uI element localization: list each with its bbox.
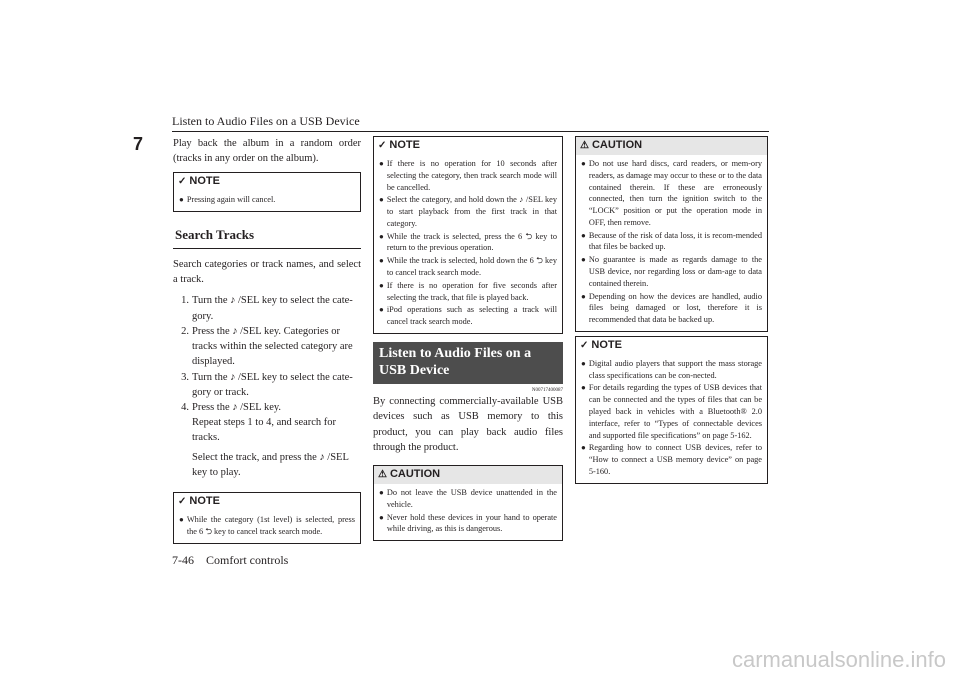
step-select: Select the track, and press the ♪ /SEL key to play.: [192, 451, 349, 478]
list-item: ● While the track is selected, press the 6 ⮌ key to return to the previous operation.: [379, 231, 557, 253]
list-item: ● If there is no operation for five seconds after selecting the track, that file is played back.: [379, 280, 557, 302]
list-item: ● Digital audio players that support the mass storage class specifications can be con-nected.: [581, 358, 762, 380]
list-item: ● iPod operations such as selecting a track will cancel track search mode.: [379, 305, 557, 327]
column-2: [373, 136, 563, 541]
column-3: [575, 136, 768, 484]
warning-triangle-icon: ⚠: [580, 139, 589, 151]
note-box-4: [575, 336, 768, 484]
bullet-icon: ●: [581, 443, 586, 453]
check-icon: ✓: [378, 139, 387, 151]
footer-section: Comfort controls: [206, 553, 289, 567]
note-heading: ✓ NOTE: [374, 137, 562, 155]
check-icon: ✓: [580, 339, 589, 351]
running-header: Listen to Audio Files on a USB Device: [172, 114, 360, 128]
list-item: ● Depending on how the devices are handled, audio files being damaged or lost, therefore it is recommended that data be backed up.: [581, 291, 762, 325]
list-item: ● Do not use hard discs, card readers, or mem-ory readers, as damage may occur to these or to the data contained therein. If these are erroneously connected, then turn the ignition switch to the “LOCK” position or put the operation mode in OFF, then remove.: [581, 158, 762, 227]
section-heading-usb: Listen to Audio Files on a USB Device: [373, 342, 563, 384]
list-item: ● Regarding how to connect USB devices, refer to “How to connect a USB memory device” on page 5-160.: [581, 443, 762, 476]
list-item: ● If there is no operation for 10 seconds after selecting the category, then track search mode will be cancelled.: [379, 158, 557, 192]
section-heading-search-tracks: Search Tracks: [173, 222, 361, 249]
step-item: 4. Press the ♪ /SEL key.: [181, 401, 282, 413]
bullet-icon: ●: [581, 358, 586, 368]
list-item: ● Pressing again will cancel.: [179, 195, 276, 205]
caution-box-2: [575, 136, 768, 332]
list-item: ● No guarantee is made as regards damage to the USB device, nor regarding loss or dam-age to data contained therein.: [581, 255, 762, 288]
column-1: [173, 136, 361, 544]
warning-triangle-icon: ⚠: [378, 468, 387, 480]
step-item: 3. Turn the ♪ /SEL key to select the cate-gory or track.: [181, 371, 353, 398]
step-item: 2. Press the ♪ /SEL key. Categories or tracks within the selected category are displayed.: [181, 325, 353, 368]
caution-heading: ⚠ CAUTION: [374, 466, 562, 484]
bullet-icon: ●: [379, 487, 384, 497]
list-item: ● Because of the risk of data loss, it is recom-mended that files be backed up.: [581, 230, 762, 252]
bullet-icon: ●: [581, 383, 586, 393]
note-box-1: [173, 172, 361, 212]
chapter-tab: 7: [128, 128, 148, 160]
bullet-icon: ●: [379, 280, 384, 290]
bullet-icon: ●: [581, 255, 586, 265]
bullet-icon: ●: [379, 256, 384, 266]
note-heading: ✓ NOTE: [576, 337, 767, 355]
page-footer: [172, 553, 288, 568]
caution-heading: ⚠ CAUTION: [576, 137, 767, 155]
caution-box-1: [373, 465, 563, 541]
bullet-icon: ●: [379, 195, 384, 205]
list-item: ● Do not leave the USB device unattended in the vehicle.: [379, 487, 557, 509]
step-item: 1. Turn the ♪ /SEL key to select the cate-gory.: [181, 295, 353, 322]
bullet-icon: ●: [379, 305, 384, 315]
list-item: ● While the category (1st level) is selected, press the 6 ⮌ key to cancel track search mode.: [179, 515, 355, 536]
list-item: ● For details regarding the types of USB devices that can be connected and the types of files that can be played back in vehicles with a Bluetooth® 2.0 interface, refer to “Types of connectable devices and supported file specifications” on page 5-162.: [581, 383, 762, 440]
step-repeat: Repeat steps 1 to 4, and search for tracks.: [192, 417, 337, 444]
note-heading: ✓ NOTE: [174, 173, 360, 191]
doc-code: N00717400087: [531, 387, 563, 393]
check-icon: ✓: [178, 495, 187, 507]
bullet-icon: ●: [379, 512, 384, 522]
list-item: ● Select the category, and hold down the ♪ /SEL key to start playback from the first track in that category.: [379, 195, 557, 228]
header-rule: [172, 131, 769, 132]
note-box-2: [173, 492, 361, 544]
bullet-icon: ●: [179, 195, 184, 205]
list-item: ● While the track is selected, hold down the 6 ⮌ key to cancel track search mode.: [379, 256, 557, 277]
list-item: ● Never hold these devices in your hand to operate while driving, as this is dangerous.: [379, 512, 557, 534]
random-play-text: Play back the album in a random order (tracks in any order on the album).: [173, 138, 361, 165]
page-number: 7-46: [172, 553, 194, 567]
search-intro: Search categories or track names, and select a track.: [173, 259, 361, 286]
bullet-icon: ●: [179, 515, 184, 524]
bullet-icon: ●: [581, 158, 586, 168]
check-icon: ✓: [178, 176, 187, 188]
note-box-3: [373, 136, 563, 334]
bullet-icon: ●: [581, 291, 586, 301]
bullet-icon: ●: [581, 230, 586, 240]
usb-intro: By connecting commercially-available USB devices such as USB memory to this product, you can play back audio files through the product.: [373, 396, 563, 453]
watermark: carmanualsonline.info: [731, 647, 946, 672]
bullet-icon: ●: [379, 231, 384, 241]
bullet-icon: ●: [379, 158, 384, 168]
step-list: [173, 293, 361, 480]
note-heading: ✓ NOTE: [174, 493, 360, 511]
